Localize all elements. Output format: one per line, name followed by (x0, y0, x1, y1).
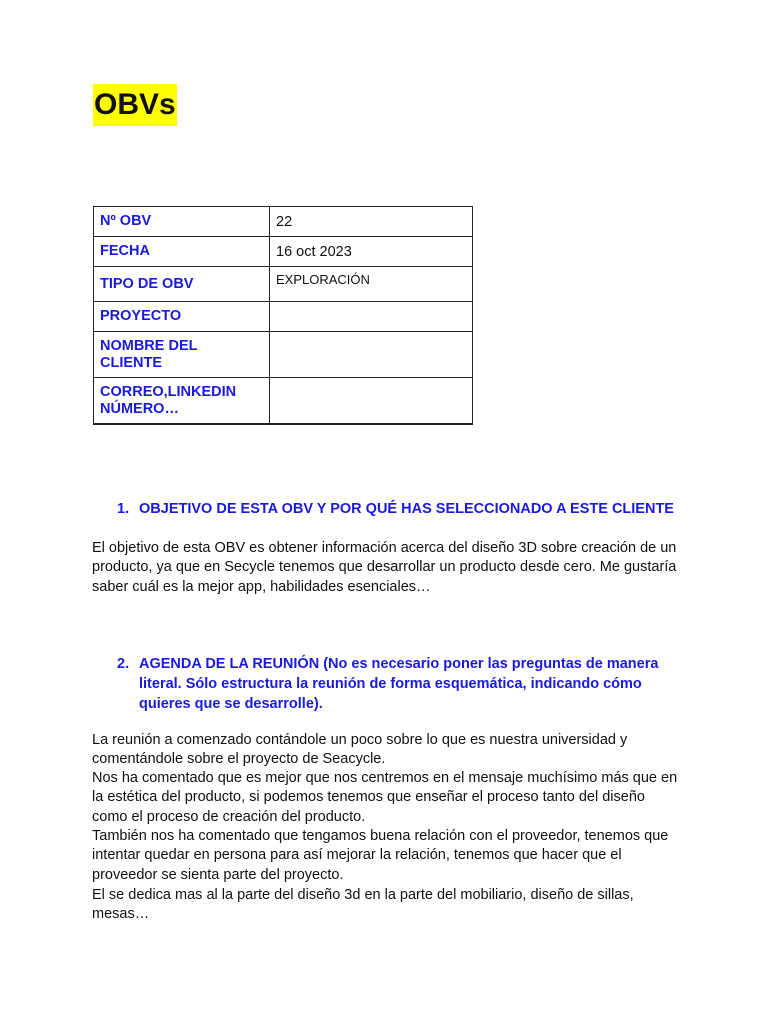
row-label-contact: CORREO,LINKEDIN NÚMERO… (94, 378, 270, 425)
row-value-contact (270, 378, 473, 425)
row-value-obv-type: EXPLORACIÓN (270, 267, 473, 302)
row-value-date: 16 oct 2023 (270, 237, 473, 267)
row-value-client-name (270, 332, 473, 378)
table-row (94, 332, 473, 378)
table-row (94, 378, 473, 425)
section-2-paragraph-2: Nos ha comentado que es mejor que nos centremos en el mensaje muchísimo más que en la estética del producto, si podemos tenemos que enseñar el proceso tanto del diseño como el proceso de creación del producto. (92, 770, 678, 825)
obv-info-table (93, 206, 473, 425)
row-value-obv-number: 22 (270, 207, 473, 237)
table-row (94, 207, 473, 237)
section-1-paragraph: El objetivo de esta OBV es obtener información acerca del diseño 3D sobre creación de un producto, ya que en Secycle tenemos que desarrollar un producto desde cero. Me gustaría saber cuál es la mejor app, habilidades esenciales… (92, 540, 677, 595)
row-label-obv-type: TIPO DE OBV (94, 267, 270, 302)
section-2-paragraph-1: La reunión a comenzado contándole un poco sobre lo que es nuestra universidad y comentándole sobre el proyecto de Seacycle. (92, 732, 628, 768)
section-1-heading (117, 499, 677, 519)
section-2-heading (117, 654, 677, 714)
row-label-project: PROYECTO (94, 302, 270, 332)
section-2-number: 2. (117, 656, 130, 672)
table-row (94, 302, 473, 332)
section-1-number: 1. (117, 501, 130, 517)
table-row (94, 267, 473, 302)
row-label-date: FECHA (94, 237, 270, 267)
document-title: OBVs (93, 84, 177, 126)
row-label-obv-number: Nº OBV (94, 207, 270, 237)
section-2-paragraph-3: También nos ha comentado que tengamos buena relación con el proveedor, tenemos que intentar quedar en persona para así mejorar la relación, tenemos que hacer que el proveedor se sienta parte del proyecto. (92, 828, 669, 883)
section-2-paragraph-4: El se dedica mas al la parte del diseño 3d en la parte del mobiliario, diseño de sillas, mesas… (92, 887, 634, 923)
table-row (94, 237, 473, 267)
row-value-project (270, 302, 473, 332)
row-label-client-name: NOMBRE DEL CLIENTE (94, 332, 270, 378)
section-1-heading-text: OBJETIVO DE ESTA OBV Y POR QUÉ HAS SELECCIONADO A ESTE CLIENTE (139, 501, 674, 517)
section-2-heading-text: AGENDA DE LA REUNIÓN (No es necesario poner las preguntas de manera literal. Sólo estructura la reunión de forma esquemática, indicando cómo quieres que se desarrolle). (139, 656, 659, 712)
